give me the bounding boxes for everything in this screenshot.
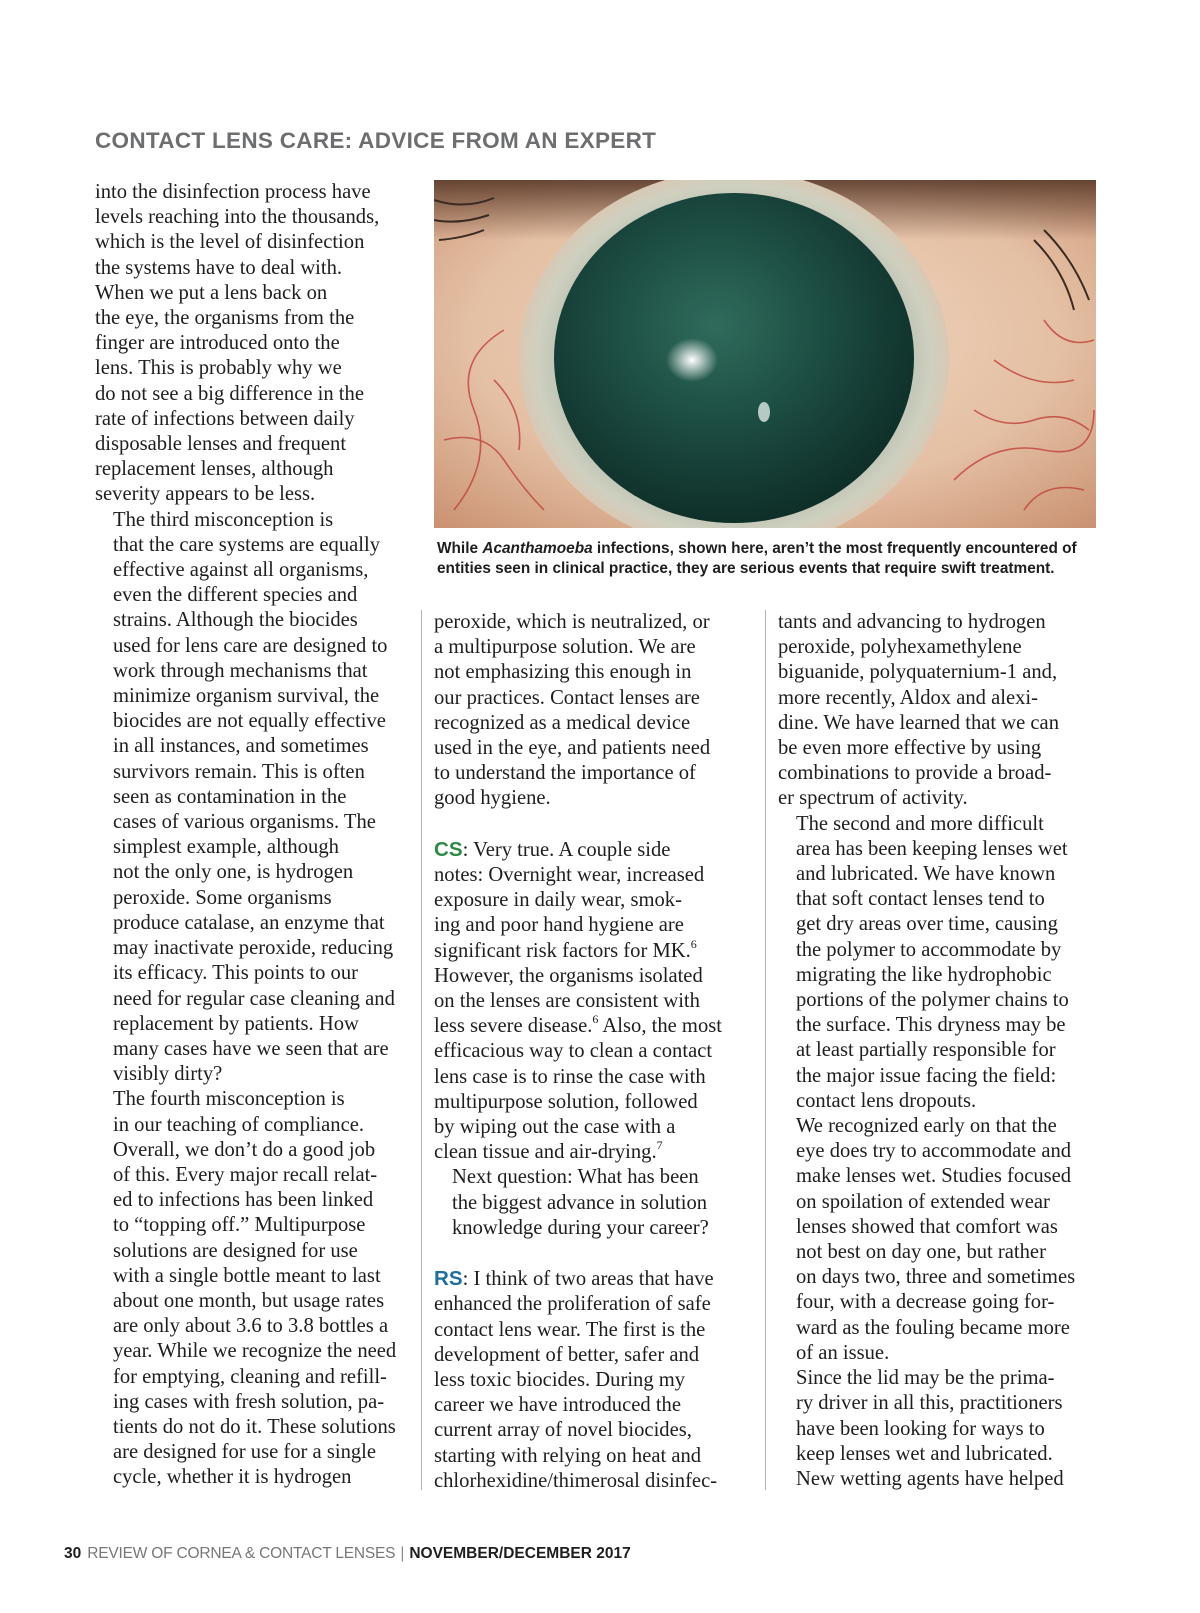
- text-line: portions of the polymer chains to: [796, 989, 1069, 1012]
- speaker-label-rs: RS: [434, 1267, 463, 1291]
- text-line: not emphasizing this enough in: [434, 661, 692, 684]
- caption-italic-organism: Acanthamoeba: [482, 540, 593, 557]
- text-line: are designed for use for a single: [113, 1441, 377, 1464]
- text-line: to understand the importance of: [434, 762, 696, 785]
- text-line: eye does try to accommodate and: [796, 1140, 1072, 1163]
- text-line: at least partially responsible for: [796, 1039, 1056, 1062]
- text-line: make lenses wet. Studies focused: [796, 1165, 1072, 1188]
- text-line: cycle, whether it is hydrogen: [113, 1466, 352, 1489]
- text-line: have been looking for ways to: [796, 1417, 1045, 1440]
- article-column-1: [95, 180, 413, 1496]
- text-line: year. While we recognize the need: [113, 1340, 397, 1363]
- text-line: work through mechanisms that: [113, 659, 368, 682]
- text-line: four, with a decrease going for-: [796, 1291, 1055, 1314]
- text-line: efficacious way to clean a contact: [434, 1040, 713, 1063]
- text-line: visibly dirty?: [113, 1063, 223, 1086]
- paragraph: [95, 180, 413, 508]
- paragraph: [95, 1087, 413, 1490]
- text-line: development of better, safer and: [434, 1343, 700, 1366]
- text-line: good hygiene.: [434, 787, 551, 810]
- text-line: notes: Overnight wear, increased: [434, 864, 705, 887]
- text-line: starting with relying on heat and: [434, 1444, 702, 1467]
- issue-date: NOVEMBER/DECEMBER 2017: [409, 1545, 631, 1562]
- text-line: not best on day one, but rather: [796, 1241, 1046, 1264]
- figure-caption: While Acanthamoeba infections, shown here, aren’t the most frequently encountered of entities seen in clinical practice, they are serious events that require swift treatment.: [437, 540, 1077, 577]
- column-divider-1: [421, 610, 422, 1490]
- text-line: lens. This is probably why we: [95, 357, 342, 380]
- footer-separator: |: [400, 1545, 405, 1562]
- text-line: in all instances, and sometimes: [113, 735, 369, 758]
- text-line: biocides are not equally effective: [113, 710, 386, 733]
- text-line: into the disinfection process have: [95, 181, 371, 203]
- text-line: of an issue.: [796, 1341, 890, 1364]
- text-line: peroxide, which is neutralized, or: [434, 611, 710, 633]
- text-line: keep lenses wet and lubricated.: [796, 1442, 1053, 1465]
- text-line: solutions are designed for use: [113, 1239, 358, 1262]
- text-line: simplest example, although: [113, 836, 339, 859]
- text-line: contact lens dropouts.: [796, 1089, 977, 1112]
- text-line: The second and more difficult: [796, 812, 1044, 835]
- text-line: strains. Although the biocides: [113, 609, 358, 632]
- rs-answer: RS: I think of two areas that have enhanced the proliferation of safe contact lens wear. The first is the development of better, safer and less toxic biocides. During my career we have introduced the current array of novel biocides, starting with relying on heat and chlorhexidine/thimerosal disinfec-: [434, 1266, 754, 1494]
- text-line: are only about 3.6 to 3.8 bottles a: [113, 1315, 389, 1338]
- text-line: in our teaching of compliance.: [113, 1113, 365, 1136]
- paragraph: [778, 610, 1103, 812]
- text-line: get dry areas over time, causing: [796, 913, 1058, 936]
- text-line: The third misconception is: [113, 508, 334, 531]
- page-number: 30: [64, 1545, 82, 1562]
- text-line: migrating the like hydrophobic: [796, 963, 1052, 986]
- text-line: peroxide, polyhexamethylene: [778, 636, 1022, 659]
- text-line: the surface. This dryness may be: [796, 1014, 1066, 1037]
- article-column-2: [434, 610, 754, 1496]
- article-column-3: [778, 610, 1103, 1496]
- text-line: the major issue facing the field:: [796, 1064, 1057, 1087]
- paragraph: [778, 1366, 1103, 1492]
- text-line: less toxic biocides. During my: [434, 1369, 686, 1392]
- text-line: levels reaching into the thousands,: [95, 206, 380, 229]
- text-line: recognized as a medical device: [434, 711, 691, 734]
- paragraph: [778, 812, 1103, 1114]
- column-divider-2: [765, 610, 766, 1490]
- text-line: be even more effective by using: [778, 737, 1042, 760]
- text-line: seen as contamination in the: [113, 785, 347, 808]
- text-line: ing cases with fresh solution, pa-: [113, 1390, 385, 1413]
- cs-answer: CS: Very true. A couple side notes: Overnight wear, increased exposure in daily wear, smok- ing and poor hand hygiene are significant risk factors for MK.$^6$ However, the organisms isolated on the lenses are consistent with less severe disease.$^6$ Also, the most efficacious way to clean a contact lens case is to rinse the case with multipurpose solution, followed by wiping out the case with a clean tissue and air-drying.$^7$: [434, 837, 754, 1166]
- text-line: replacement by patients. How: [113, 1012, 359, 1035]
- text-line: minimize organism survival, the: [113, 685, 380, 708]
- text-line: a multipurpose solution. We are: [434, 636, 696, 659]
- text-line: Overall, we don’t do a good job: [113, 1138, 376, 1161]
- text-line: exposure in daily wear, smok-: [434, 889, 682, 912]
- text-line: the eye, the organisms from the: [95, 307, 355, 330]
- text-line: may inactivate peroxide, reducing: [113, 937, 394, 960]
- speaker-label-cs: CS: [434, 837, 463, 861]
- text-line: current array of novel biocides,: [434, 1419, 692, 1442]
- text-line: knowledge during your career?: [452, 1216, 709, 1239]
- text-line: ed to infections has been linked: [113, 1189, 374, 1212]
- text-line: career we have introduced the: [434, 1394, 681, 1417]
- text-line: ing and poor hand hygiene are: [434, 914, 684, 937]
- text-line: do not see a big difference in the: [95, 382, 364, 405]
- text-line: er spectrum of activity.: [778, 787, 968, 810]
- text-line: area has been keeping lenses wet: [796, 837, 1068, 860]
- text-line: contact lens wear. The first is the: [434, 1318, 706, 1341]
- text-line: used for lens care are designed to: [113, 634, 388, 657]
- paragraph: [434, 610, 754, 812]
- text-line: by wiping out the case with a: [434, 1116, 676, 1139]
- text-line: our practices. Contact lenses are: [434, 686, 700, 709]
- text-line: more recently, Aldox and alexi-: [778, 686, 1038, 709]
- text-line: Since the lid may be the prima-: [796, 1367, 1055, 1390]
- text-line: that soft contact lenses tend to: [796, 888, 1045, 911]
- text-line: combinations to provide a broad-: [778, 762, 1052, 785]
- text-line: need for regular case cleaning and: [113, 987, 395, 1010]
- text-line: the polymer to accommodate by: [796, 938, 1062, 961]
- text-line: replacement lenses, although: [95, 458, 334, 481]
- text-line: biguanide, polyquaternium-1 and,: [778, 661, 1058, 684]
- text-line: with a single bottle meant to last: [113, 1264, 381, 1287]
- text-line: its efficacy. This points to our: [113, 962, 358, 985]
- text-line: survivors remain. This is often: [113, 760, 365, 783]
- acanthamoeba-eye-photo: [434, 180, 1096, 528]
- text-line: even the different species and: [113, 584, 358, 607]
- text-line: finger are introduced onto the: [95, 332, 340, 355]
- text-line: enhanced the proliferation of safe: [434, 1293, 711, 1316]
- text-line: lenses showed that comfort was: [796, 1215, 1058, 1238]
- text-line: tients do not do it. These solutions: [113, 1415, 396, 1438]
- text-line: to “topping off.” Multipurpose: [113, 1214, 366, 1237]
- text-line: chlorhexidine/thimerosal disinfec-: [434, 1469, 718, 1492]
- text-line: of this. Every major recall relat-: [113, 1163, 378, 1186]
- text-line: produce catalase, an enzyme that: [113, 911, 385, 934]
- text-line: and lubricated. We have known: [796, 863, 1056, 886]
- text-line: the systems have to deal with.: [95, 256, 343, 279]
- interview-question: [434, 1165, 754, 1241]
- citation-ref: 7: [656, 1138, 663, 1153]
- text-line: rate of infections between daily: [95, 407, 355, 430]
- text-line: effective against all organisms,: [113, 559, 369, 582]
- text-line: disposable lenses and frequent: [95, 433, 347, 456]
- text-line: severity appears to be less.: [95, 483, 316, 506]
- text-line: We recognized early on that the: [796, 1115, 1057, 1138]
- journal-name: REVIEW OF CORNEA & CONTACT LENSES: [87, 1545, 396, 1562]
- citation-ref: 6: [690, 936, 697, 951]
- text-line: peroxide. Some organisms: [113, 886, 332, 909]
- text-line: on days two, three and sometimes: [796, 1266, 1076, 1289]
- text-line: many cases have we seen that are: [113, 1037, 389, 1060]
- text-line: that the care systems are equally: [113, 533, 381, 556]
- text-line: cases of various organisms. The: [113, 811, 376, 834]
- text-line: New wetting agents have helped: [796, 1467, 1064, 1490]
- text-line: Next question: What has been: [452, 1166, 699, 1189]
- text-line: which is the level of disinfection: [95, 231, 365, 254]
- text-line: the biggest advance in solution: [452, 1191, 708, 1214]
- text-line: dine. We have learned that we can: [778, 711, 1059, 734]
- text-line: ward as the fouling became more: [796, 1316, 1070, 1339]
- text-line: multipurpose solution, followed: [434, 1090, 698, 1113]
- text-line: ry driver in all this, practitioners: [796, 1392, 1063, 1415]
- section-title: CONTACT LENS CARE: ADVICE FROM AN EXPERT: [95, 128, 657, 153]
- text-line: used in the eye, and patients need: [434, 737, 711, 760]
- text-line: When we put a lens back on: [95, 281, 328, 304]
- paragraph: [95, 508, 413, 1088]
- text-line: on spoilation of extended wear: [796, 1190, 1050, 1213]
- paragraph: [778, 1114, 1103, 1366]
- citation-ref: 6: [592, 1012, 599, 1027]
- text-line: not the only one, is hydrogen: [113, 861, 354, 884]
- text-line: tants and advancing to hydrogen: [778, 611, 1046, 633]
- text-line: lens case is to rinse the case with: [434, 1065, 706, 1088]
- text-line: about one month, but usage rates: [113, 1289, 385, 1312]
- text-line: for emptying, cleaning and refill-: [113, 1365, 387, 1388]
- page-footer: [64, 1545, 631, 1563]
- text-line: The fourth misconception is: [113, 1088, 345, 1111]
